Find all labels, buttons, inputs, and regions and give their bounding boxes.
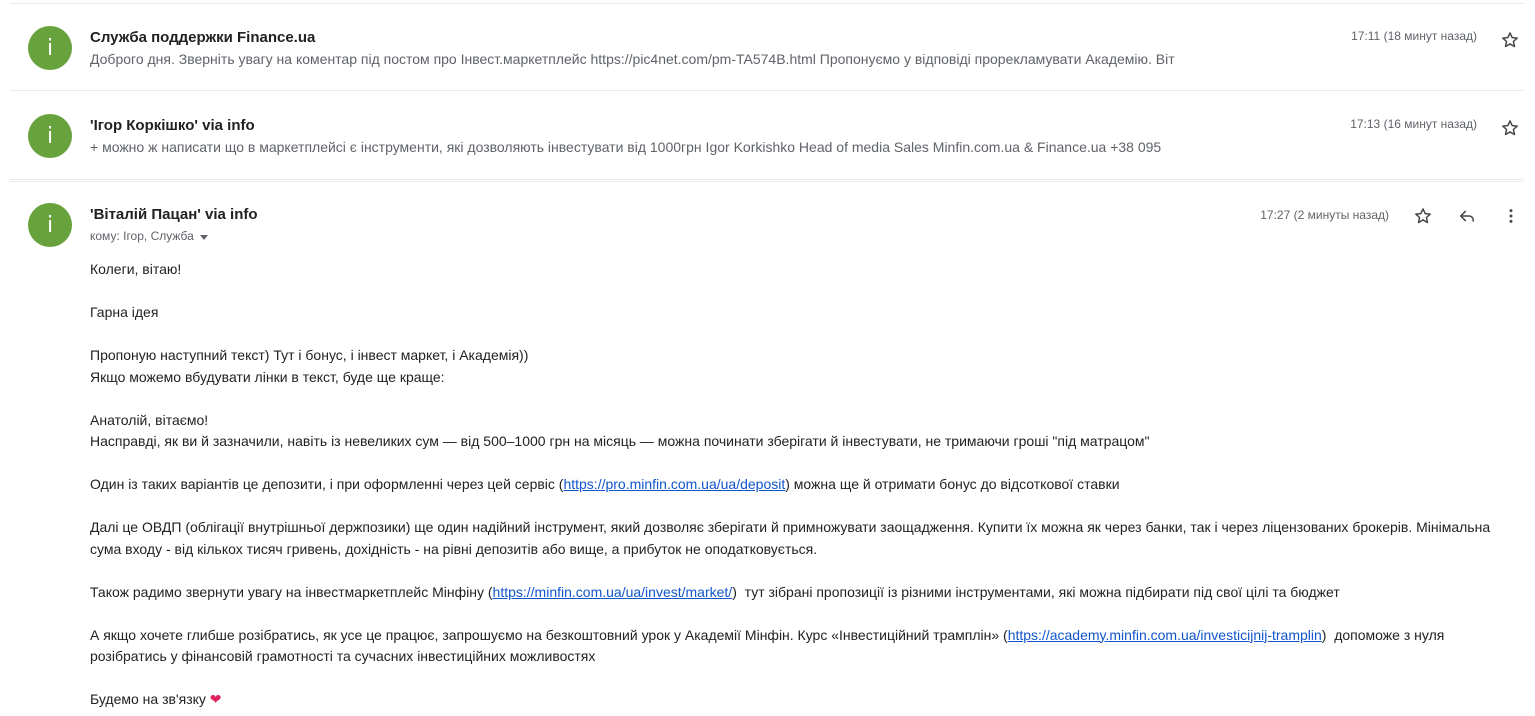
body-line: Якщо можемо вбудувати лінки в текст, буде ще краще: [90, 368, 445, 385]
more-options-button[interactable] [1499, 204, 1523, 228]
star-outline-icon [1500, 30, 1520, 50]
message-body [90, 259, 1524, 712]
collapsed-message[interactable] [10, 92, 1524, 180]
invest-market-link[interactable]: https://minfin.com.ua/ua/invest/market/ [492, 583, 733, 600]
sender-name[interactable]: 'Віталій Пацан' via info [90, 206, 258, 223]
caret-down-icon [200, 235, 208, 240]
body-closing [90, 689, 1524, 712]
avatar[interactable]: i [28, 26, 72, 70]
star-button[interactable] [1411, 204, 1435, 228]
body-text: Будемо на зв'язку [90, 691, 206, 707]
star-button[interactable] [1498, 116, 1522, 140]
avatar[interactable]: i [28, 203, 72, 247]
body-text: ) допоможе з нуля [1321, 626, 1445, 643]
body-line: сума входу - від кількох тисяч гривень, дохідність - на рівні депозитів або вище, а прибуток не оподатковується. [90, 540, 818, 557]
heart-icon: ❤ [209, 692, 222, 708]
body-paragraph-deposit [90, 474, 1524, 496]
body-text: ) можна ще й отримати бонус до відсоткової ставки [785, 476, 1120, 492]
expanded-message [10, 181, 1524, 716]
body-text: ) тут зібрані пропозиції із різними інструментами, які можна підбирати під свої цілі та бюджет [732, 583, 1340, 600]
sender-name: 'Ігор Коркішко' via info [90, 117, 255, 134]
avatar[interactable]: i [28, 114, 72, 158]
body-text: Один із таких варіантів це депозити, і при оформленні через цей сервіс ( [90, 476, 564, 492]
recipients-label: кому: Ігор, Служба [90, 229, 194, 243]
body-paragraph-market [90, 582, 1524, 604]
star-button[interactable] [1498, 28, 1522, 52]
more-vert-icon [1501, 206, 1521, 226]
message-time: 17:27 (2 минуты назад) [1260, 208, 1389, 222]
body-text: Також радимо звернути увагу на інвестмаркетплейс Мінфіну ( [90, 583, 493, 600]
body-line: Гарна ідея [90, 304, 159, 320]
message-snippet: + можно ж написати що в маркетплейсі є інструменти, які дозволяють інвестувати від 1000грн Igor Korkishko Head of media Sales Minfin.com.ua & Finance.ua +38 095 [90, 139, 1162, 155]
body-line: Насправді, як ви й зазначили, навіть із невеликих сум — від 500–1000 грн на місяць — можна починати зберігати й інвестувати, не тримаючи гроші "під матрацом" [90, 433, 1150, 449]
star-outline-icon [1500, 118, 1520, 138]
academy-link[interactable]: https://academy.minfin.com.ua/investicijnij-tramplin [1007, 626, 1322, 643]
message-time: 17:11 (18 минут назад) [1351, 29, 1477, 43]
collapsed-message[interactable] [10, 3, 1524, 91]
star-outline-icon [1413, 206, 1433, 226]
reply-button[interactable] [1455, 204, 1479, 228]
body-line: Далі це ОВДП (облігації внутрішньої держпозики) ще один надійний інструмент, який дозволяє зберігати й примножувати заощадження. Купити їх можна як через банки, так і через ліцензованих брокерів. Мінімальна [90, 519, 1491, 535]
body-paragraph-academy [90, 625, 1524, 647]
body-line: Пропоную наступний текст) Тут і бонус, і інвест маркет, і Академія)) [90, 347, 529, 363]
body-text: А якщо хочете глибше розібратись, як усе це працює, запрошуємо на безкоштовний урок у Академії Мінфін. Курс «Інвестиційний трамплін» ( [90, 626, 1008, 643]
recipients-toggle[interactable] [90, 229, 208, 243]
sender-name: Служба поддержки Finance.ua [90, 29, 316, 46]
body-line: Анатолій, вітаємо! [90, 411, 209, 428]
deposit-link[interactable]: https://pro.minfin.com.ua/ua/deposit [563, 476, 786, 492]
reply-icon [1457, 206, 1477, 226]
message-snippet: Доброго дня. Зверніть увагу на коментар під постом про Інвест.маркетплейс https://pic4net.com/pm-TA574B.html Пропонуємо у відповіді прорекламувати Академію. Віт [90, 51, 1175, 67]
body-line: Колеги, вітаю! [90, 261, 182, 277]
message-time: 17:13 (16 минут назад) [1350, 117, 1477, 131]
body-line: розібратись у фінансовій грамотності та сучасних інвестиційних можливостях [90, 648, 596, 664]
